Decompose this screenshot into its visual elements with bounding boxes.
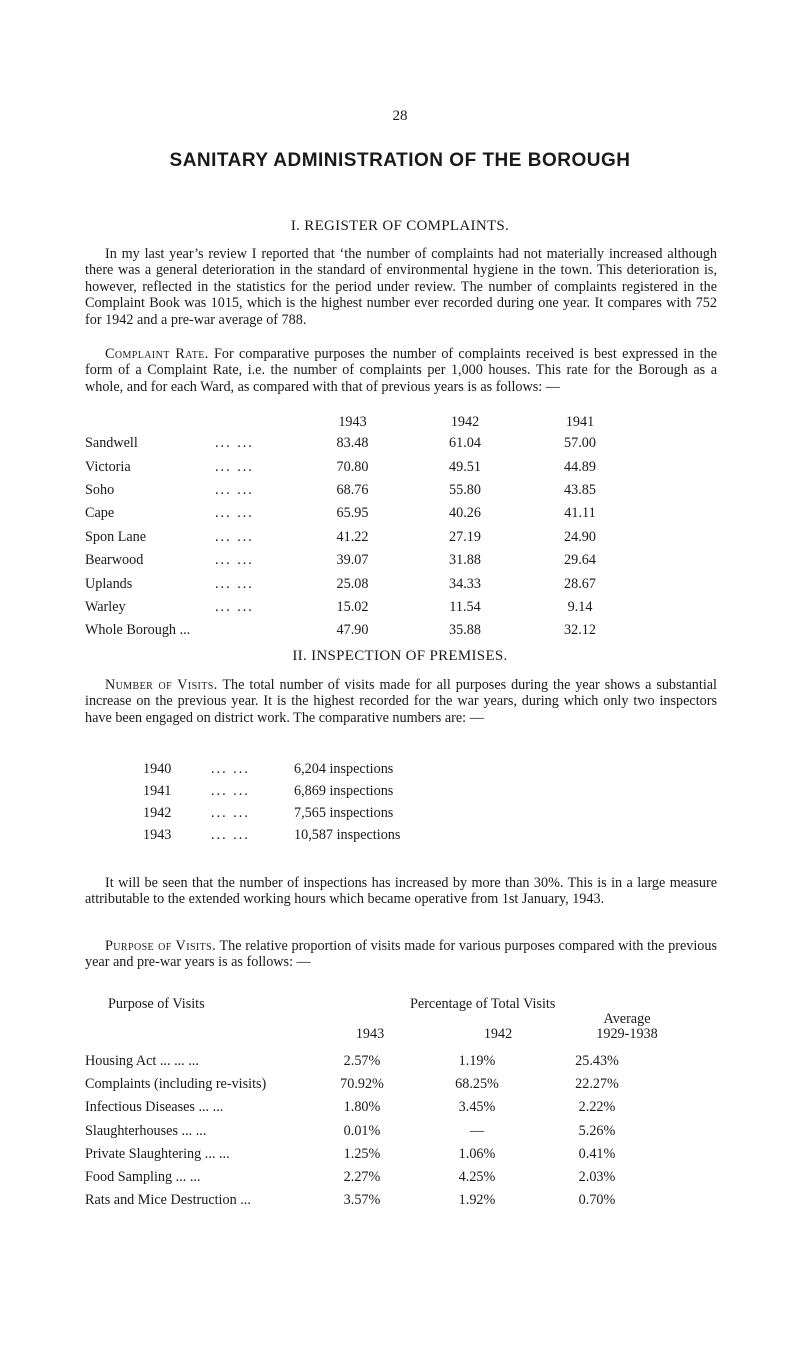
ward-name: Soho [85,481,115,498]
table-row [85,1050,657,1073]
inspection-year: 1940 [143,760,172,777]
complaint-rate-lead: Complaint Rate. [105,346,209,362]
rate-1942: 27.19 [449,528,481,545]
rate-1941: 41.11 [564,505,596,522]
rate-1943: 65.95 [336,505,369,522]
list-item [143,780,400,802]
rate-1943: 68.76 [336,481,369,498]
section-heading-complaints: I. REGISTER OF COMPLAINTS. [290,218,510,234]
increase-text: It will be seen that the number of inspections has increased by more than 30%. This is in a large measure attributable to the extended working hours which became operative from 1st January, 1943. [85,875,717,908]
table-row [85,526,635,549]
rate-1941: 57.00 [564,435,596,452]
complaints-paragraph-text: In my last year’s review I reported that ‘the number of complaints had not materially increased although there was a general deterioration in the standard of environmental hygiene in the town. This deterioration is, however, reflected in the statistics for the period under review. The number of complaints registered in the Complaint Book was 1015, which is the highest number ever recorded during one year. It compares with 752 for 1942 and a pre-war average of 788. [85,246,717,328]
page-title: SANITARY ADMINISTRATION OF THE BOROUGH [169,150,631,171]
table-row [85,572,635,595]
rate-1942: 55.80 [449,481,481,498]
rate-1942: 49.51 [449,458,481,475]
rate-1943: 39.07 [336,552,369,569]
percent-1943: 2.57% [343,1053,381,1070]
percent-average: 22.27% [575,1076,619,1093]
ward-name: Spon Lane [85,528,147,545]
percent-1942: 1.19% [458,1053,496,1070]
purpose-name: Slaughterhouses ... ... [85,1122,207,1139]
complaints-paragraph [85,246,717,328]
percent-1943: 1.80% [343,1099,381,1116]
leader-dots: ... ... [215,598,254,615]
column-header: 1941 [565,413,595,430]
table-row [85,1120,657,1143]
percent-1943: 1.25% [343,1145,381,1162]
purpose-name: Private Slaughtering ... ... [85,1145,230,1162]
percent-average: 0.70% [578,1192,616,1209]
percent-average: 25.43% [575,1053,619,1070]
leader-dots: ... ... [215,528,254,545]
leader-dots: ... ... [215,435,254,452]
ward-name: Whole Borough ... [85,622,191,639]
list-item [143,758,400,780]
leader-dots: ... ... [215,575,254,592]
column-header: 1942 [450,413,480,430]
visits-paragraph [85,677,717,726]
complaint-rate-text: For comparative purposes the number of complaints received is best expressed in the form of a Complaint Rate, i.e. the number of complaints per 1,000 houses. This rate for the Borough as a whole, and for each Ward, as compared with that of previous years is as follows: — [85,346,717,395]
ward-name: Warley [85,598,126,615]
increase-paragraph [85,875,717,908]
complaint-rate-table [85,412,635,643]
ward-name: Bearwood [85,552,144,569]
rate-1943: 15.02 [336,598,369,615]
leader-dots: ... ... [211,782,250,799]
inspections-table [143,758,400,846]
rate-1943: 41.22 [336,528,369,545]
rate-1943: 70.80 [336,458,369,475]
table-row [85,1143,657,1166]
column-header-1943: 1943 [355,1026,385,1042]
purpose-name: Food Sampling ... ... [85,1169,201,1186]
inspection-year: 1941 [143,782,172,799]
percent-1942: 1.06% [458,1145,496,1162]
rate-1941: 43.85 [564,481,596,498]
rate-1942: 40.26 [449,505,481,522]
ward-name: Cape [85,505,115,522]
purpose-lead: Purpose of Visits. [105,938,217,954]
inspection-count: 10,587 inspections [294,826,401,843]
rate-1941: 32.12 [564,622,596,639]
percent-1942: 3.45% [458,1099,496,1116]
inspection-count: 7,565 inspections [294,804,394,821]
table-row [85,549,635,572]
percent-1943: 2.27% [343,1169,381,1186]
purpose-name: Complaints (including re-visits) [85,1076,267,1093]
percentage-group-header: Percentage of Total Visits [410,996,556,1012]
list-item [143,824,400,846]
list-item [143,802,400,824]
leader-dots: ... ... [215,552,254,569]
leader-dots: ... ... [211,760,250,777]
percent-1942: 4.25% [458,1169,496,1186]
purpose-name: Housing Act ... ... ... [85,1053,199,1070]
rate-1942: 31.88 [449,552,481,569]
table-row [85,1073,657,1096]
purpose-column-header: Purpose of Visits [108,996,205,1012]
rate-1942: 11.54 [449,598,481,615]
ward-name: Sandwell [85,435,138,452]
ward-name: Victoria [85,458,131,475]
rate-1942: 61.04 [449,435,481,452]
purpose-paragraph [85,938,717,971]
purpose-name: Infectious Diseases ... ... [85,1099,224,1116]
percent-average: 5.26% [578,1122,616,1139]
table-row-total [85,619,635,642]
percent-1943: 3.57% [343,1192,381,1209]
table-row [85,455,635,478]
leader-dots: ... ... [215,458,254,475]
rate-1943: 47.90 [336,622,369,639]
rate-1941: 44.89 [564,458,596,475]
inspection-count: 6,869 inspections [294,782,394,799]
table-row [85,596,635,619]
visits-lead: Number of Visits. [105,677,218,693]
table-row [85,432,635,455]
table-row [85,502,635,525]
percent-1943: 0.01% [343,1122,381,1139]
column-header: 1943 [338,413,367,430]
percent-average: 0.41% [578,1145,616,1162]
percent-1942: 1.92% [458,1192,496,1209]
column-header-1942: 1942 [483,1026,513,1042]
inspection-year: 1942 [143,804,172,821]
rate-1941: 24.90 [564,528,596,545]
rate-1941: 9.14 [567,598,593,615]
page-number: 28 [392,108,408,124]
percent-1943: 70.92% [340,1076,384,1093]
rate-1942: 35.88 [449,622,481,639]
rate-1943: 83.48 [336,435,369,452]
table-row [85,1166,657,1189]
percent-average: 2.22% [578,1099,616,1116]
column-header-average: Average [603,1011,651,1027]
column-header-average-years: 1929-1938 [596,1026,658,1042]
purpose-name: Rats and Mice Destruction ... [85,1192,251,1209]
table-row [85,1096,657,1119]
complaint-rate-header-row [85,412,635,432]
rate-1943: 25.08 [336,575,369,592]
ward-name: Uplands [85,575,133,592]
leader-dots: ... ... [215,481,254,498]
complaint-rate-paragraph [85,346,717,395]
rate-1941: 29.64 [564,552,596,569]
leader-dots: ... ... [211,804,250,821]
percent-1942: 68.25% [455,1076,499,1093]
leader-dots: ... ... [211,826,250,843]
rate-1941: 28.67 [564,575,596,592]
table-row [85,479,635,502]
percent-average: 2.03% [578,1169,616,1186]
visits-text: The total number of visits made for all purposes during the year shows a substantial increase on the previous year. It is the highest recorded for the war years, during which only two inspectors have been engaged on district work. The comparative numbers are: — [85,677,717,726]
section-heading-inspection: II. INSPECTION OF PREMISES. [292,648,508,664]
table-row [85,1189,657,1212]
rate-1942: 34.33 [449,575,481,592]
purpose-text: The relative proportion of visits made for various purposes compared with the previous year and pre-war years is as follows: — [85,938,717,971]
inspection-year: 1943 [143,826,172,843]
purpose-table [85,1050,657,1212]
leader-dots: ... ... [215,505,254,522]
inspection-count: 6,204 inspections [294,760,394,777]
percent-1942: — [469,1122,485,1139]
